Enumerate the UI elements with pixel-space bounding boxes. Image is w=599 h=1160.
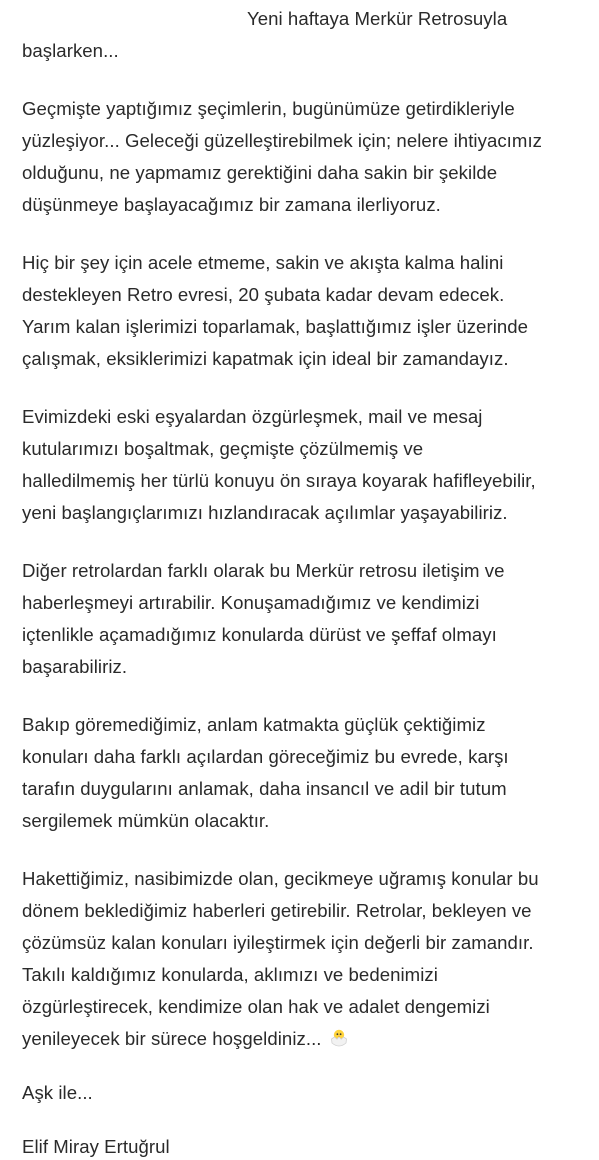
text-line: haberleşmeyi artırabilir. Konuşamadığımız ve kendimizi [22, 592, 480, 613]
text-line: konuları daha farklı açılardan göreceğimiz bu evrede, karşı [22, 746, 509, 767]
text-line: Geçmişte yaptığımız şeçimlerin, bugünümüze getirdikleriyle [22, 98, 515, 119]
chick-eye-left [336, 1033, 338, 1035]
paragraph [22, 866, 592, 1052]
text-line: Takılı kaldığımız konularda, aklımızı ve bedenimizi [22, 964, 438, 985]
text-line: yeni başlangıçlarımızı hızlandıracak açılımlar yaşayabiliriz. [22, 502, 508, 523]
title-line: başlarken... [22, 40, 119, 61]
text-line: dönem beklediğimiz haberleri getirebilir. Retrolar, bekleyen ve [22, 900, 532, 921]
paragraph [22, 558, 592, 680]
text-line: içtenlikle açamadığımız konularda dürüst ve şeffaf olmayı [22, 624, 497, 645]
text-line: Hakettiğimiz, nasibimizde olan, gecikmeye uğramış konular bu [22, 868, 539, 889]
text-line: olduğunu, ne yapmamız gerektiğini daha sakin bir şekilde [22, 162, 498, 183]
text-line: Evimizdeki eski eşyalardan özgürleşmek, mail ve mesaj [22, 406, 483, 427]
closing-line: Aşk ile... [22, 1082, 93, 1103]
text-line: özgürleştirecek, kendimize olan hak ve adalet dengemizi [22, 996, 490, 1017]
text-line: başarabiliriz. [22, 656, 128, 677]
text-line-with-emoji [22, 1026, 592, 1052]
text-line: düşünmeye başlayacağımız bir zamana ilerliyoruz. [22, 194, 441, 215]
hatching-chick-svg [328, 1027, 350, 1049]
text-line: yenileyecek bir sürece hoşgeldiniz... [22, 1028, 322, 1049]
text-line: Yarım kalan işlerimizi toparlamak, başlattığımız işler üzerinde [22, 316, 529, 337]
post-content [22, 0, 592, 1160]
title-line: Yeni haftaya Merkür Retrosuyla [247, 8, 508, 29]
text-line: kutularımızı boşaltmak, geçmişte çözülmemiş ve [22, 438, 424, 459]
text-line: çalışmak, eksiklerimizi kapatmak için ideal bir zamandayız. [22, 348, 509, 369]
paragraph [22, 404, 592, 526]
post-title [22, 6, 592, 64]
chick-eye-right [339, 1033, 341, 1035]
text-line: yüzleşiyor... Geleceği güzelleştirebilmek için; nelere ihtiyacımız [22, 130, 543, 151]
author-signature: Elif Miray Ertuğrul [22, 1136, 170, 1157]
hatching-chick-icon [328, 1027, 350, 1049]
text-line: halledilmemiş her türlü konuyu ön sıraya koyarak hafifleyebilir, [22, 470, 536, 491]
paragraph [22, 712, 592, 834]
text-line: Hiç bir şey için acele etmeme, sakin ve akışta kalma halini [22, 252, 504, 273]
text-line: destekleyen Retro evresi, 20 şubata kadar devam edecek. [22, 284, 505, 305]
paragraph [22, 250, 592, 372]
text-line: sergilemek mümkün olacaktır. [22, 810, 270, 831]
paragraph [22, 96, 592, 218]
text-line: Diğer retrolardan farklı olarak bu Merkür retrosu iletişim ve [22, 560, 505, 581]
text-line: tarafın duygularını anlamak, daha insancıl ve adil bir tutum [22, 778, 507, 799]
egg-shell [331, 1037, 346, 1046]
text-line: çözümsüz kalan konuları iyileştirmek için değerli bir zamandır. [22, 932, 534, 953]
text-line: Bakıp göremediğimiz, anlam katmakta güçlük çektiğimiz [22, 714, 486, 735]
